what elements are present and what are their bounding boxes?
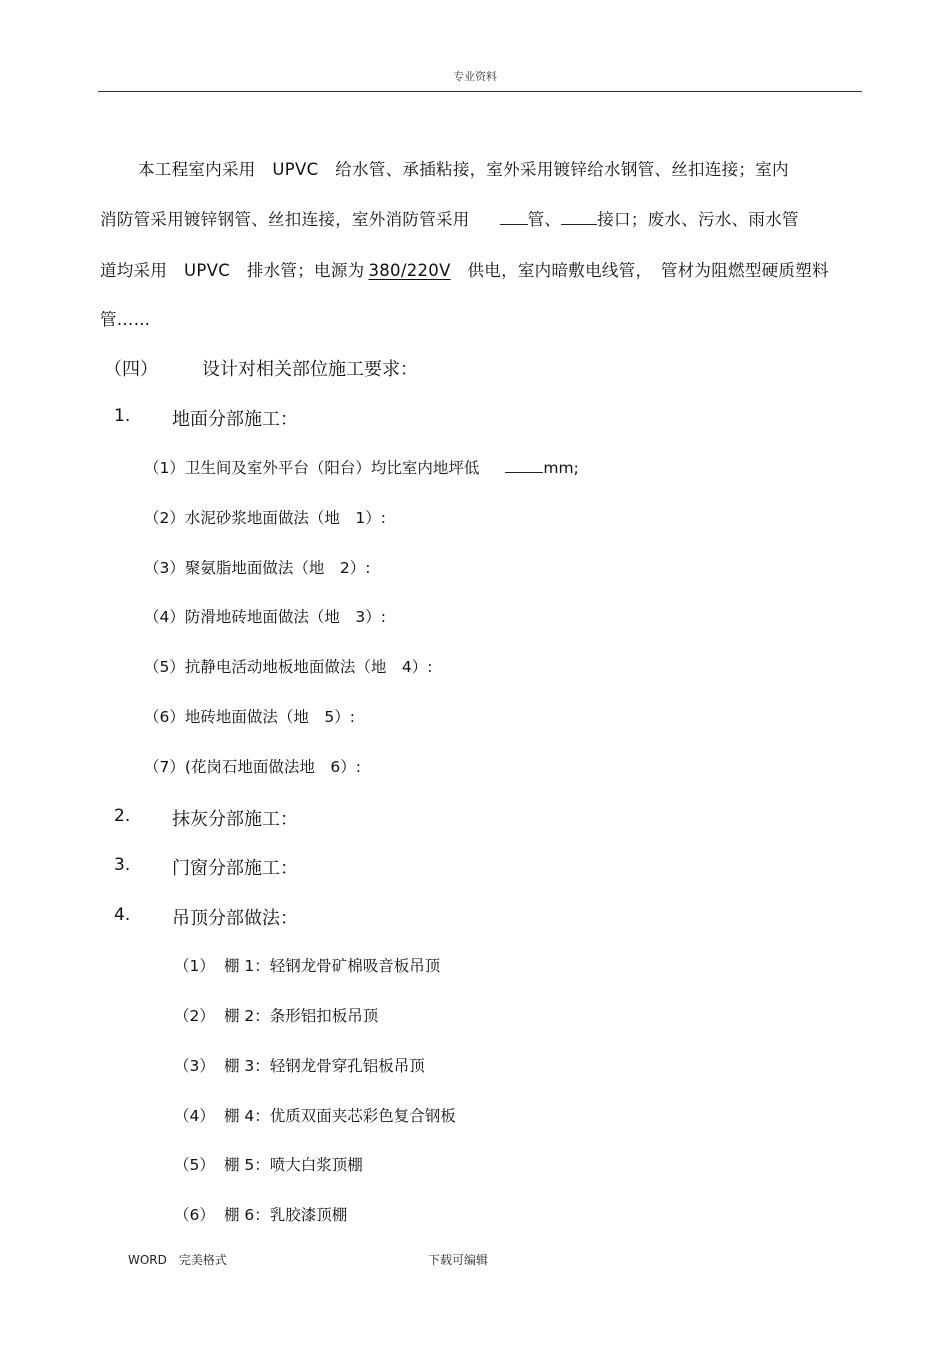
item-4-sub-1-text: 棚 1：轻钢龙骨矿棉吸音板吊顶 <box>224 957 441 975</box>
item-1-title: 地面分部施工： <box>172 409 298 430</box>
intro-line-3 <box>100 257 829 281</box>
item-4-sub-5-marker: （5） <box>174 1156 215 1174</box>
item-3-title: 门窗分部施工： <box>172 858 298 879</box>
intro-line-4: 管…… <box>100 310 151 329</box>
blank-pipe-type <box>500 209 528 225</box>
blank-joint-type <box>561 209 597 225</box>
item-4-title: 吊顶分部做法： <box>172 908 298 929</box>
item-1-sub-1-unit: mm; <box>543 459 579 477</box>
intro-line-2-a: 消防管采用镀锌钢管、丝扣连接，室外消防管采用 <box>100 210 470 229</box>
item-4-sub-4-marker: （4） <box>174 1107 215 1125</box>
item-1-sub-1 <box>144 456 579 478</box>
intro-line-3-b: 供电，室内暗敷电线管， 管材为阻燃型硬质塑料 <box>450 261 829 280</box>
section-4-marker: （四） <box>104 359 158 380</box>
item-4-sub-2-text: 棚 2：条形铝扣板吊顶 <box>224 1007 379 1025</box>
footer-right: 下载可编辑 <box>428 1253 489 1267</box>
intro-line-2-b: 管、 <box>527 210 562 229</box>
item-1-sub-4: （4）防滑地砖地面做法（地 3）: <box>144 608 386 626</box>
item-4-sub-6-text: 棚 6：乳胶漆顶棚 <box>224 1206 348 1224</box>
item-4-sub-1-marker: （1） <box>174 957 215 975</box>
item-1-sub-7: （7）(花岗石地面做法地 6）: <box>144 758 361 776</box>
voltage-value: 380/220V <box>368 261 451 280</box>
item-1-sub-1-text: （1）卫生间及室外平台（阳台）均比室内地坪低 <box>144 459 480 477</box>
item-4-sub-3-text: 棚 3：轻钢龙骨穿孔铝板吊顶 <box>224 1057 425 1075</box>
item-2-title: 抹灰分部施工： <box>172 809 298 830</box>
item-4-number: 4. <box>114 905 131 925</box>
page-header: 专业资料 <box>453 70 497 83</box>
footer-left: WORD 完美格式 <box>128 1253 227 1267</box>
item-1-sub-6: （6）地砖地面做法（地 5）: <box>144 708 355 726</box>
item-1-number: 1. <box>114 406 131 426</box>
intro-line-3-a: 道均采用 UPVC 排水管；电源为 <box>100 261 365 280</box>
item-4-sub-4-text: 棚 4：优质双面夹芯彩色复合钢板 <box>224 1107 456 1125</box>
item-1-sub-2: （2）水泥砂浆地面做法（地 1）: <box>144 509 386 527</box>
item-4-sub-2-marker: （2） <box>174 1007 215 1025</box>
intro-line-1: 本工程室内采用 UPVC 给水管、承插粘接，室外采用镀锌给水钢管、丝扣连接；室内 <box>138 160 789 179</box>
item-4-sub-3-marker: （3） <box>174 1057 215 1075</box>
item-4-sub-5-text: 棚 5：喷大白浆顶棚 <box>224 1156 363 1174</box>
intro-line-2-c: 接口；废水、污水、雨水管 <box>597 210 799 229</box>
intro-line-2 <box>100 206 799 230</box>
item-1-sub-5: （5）抗静电活动地板地面做法（地 4）: <box>144 658 433 676</box>
blank-floor-drop <box>505 457 543 473</box>
item-2-number: 2. <box>114 806 131 826</box>
section-4-title: 设计对相关部位施工要求： <box>202 359 418 380</box>
item-4-sub-6-marker: （6） <box>174 1206 215 1224</box>
item-3-number: 3. <box>114 855 131 875</box>
header-rule <box>98 91 862 92</box>
item-1-sub-3: （3）聚氨脂地面做法（地 2）: <box>144 559 371 577</box>
